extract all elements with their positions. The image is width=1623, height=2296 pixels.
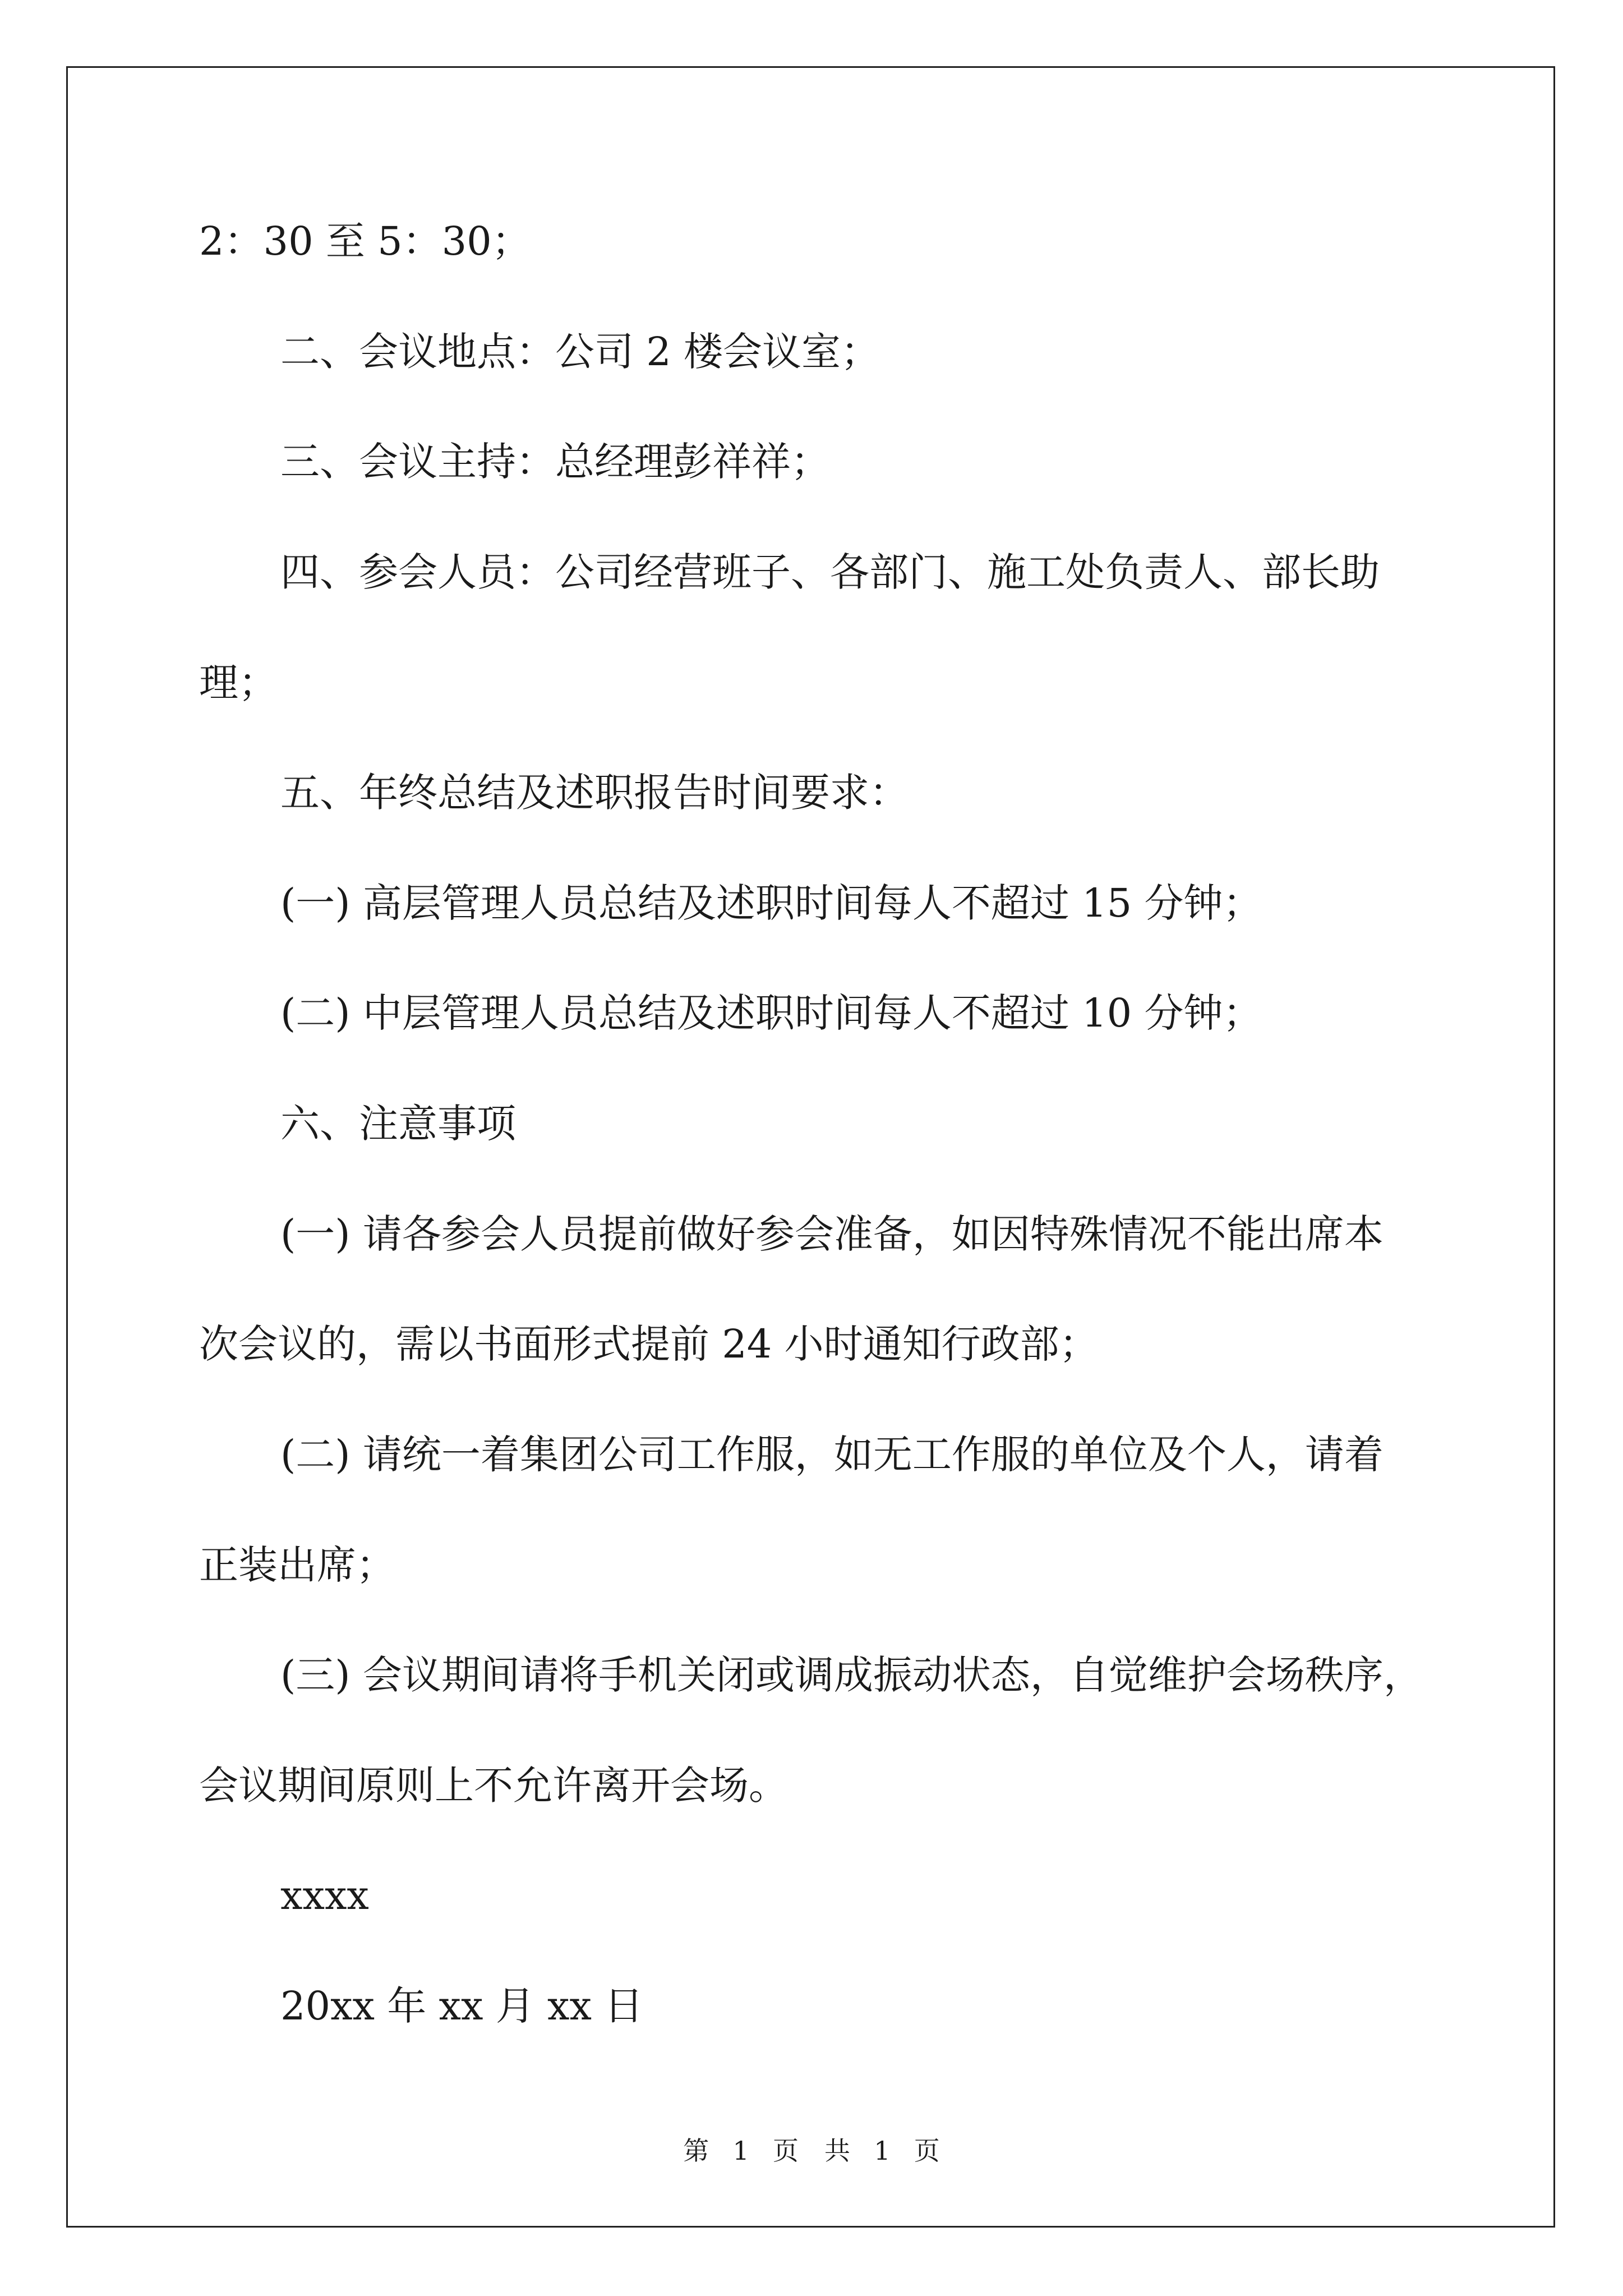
- text-line: 理；: [199, 660, 278, 706]
- page-number-footer: 第 1 页 共 1 页: [683, 2136, 940, 2166]
- text-line: 正装出席；: [199, 1542, 395, 1588]
- text-line: 2：30 至 5：30；: [199, 218, 531, 264]
- text-line: 会议期间原则上不允许离开会场。: [199, 1763, 788, 1809]
- signature-date: 20xx 年 xx 月 xx 日: [280, 1983, 644, 2029]
- text-line: (三) 会议期间请将手机关闭或调成振动状态，自觉维护会场秩序，: [280, 1652, 1423, 1698]
- text-line: (一) 高层管理人员总结及述职时间每人不超过 15 分钟；: [280, 880, 1262, 926]
- signature-org: xxxx: [280, 1872, 369, 1918]
- text-line: 二、会议地点：公司 2 楼会议室；: [280, 329, 880, 375]
- text-line: (一) 请各参会人员提前做好参会准备，如因特殊情况不能出席本: [280, 1211, 1384, 1257]
- text-line: 次会议的，需以书面形式提前 24 小时通知行政部；: [199, 1321, 1099, 1367]
- text-line: 五、年终总结及述职报告时间要求：: [280, 770, 909, 816]
- text-line: (二) 请统一着集团公司工作服，如无工作服的单位及个人，请着: [280, 1432, 1384, 1478]
- text-line: 三、会议主持：总经理彭祥祥；: [280, 439, 830, 485]
- text-line: 六、注意事项: [280, 1101, 516, 1147]
- text-line: (二) 中层管理人员总结及述职时间每人不超过 10 分钟；: [280, 990, 1262, 1036]
- text-line: 四、参会人员：公司经营班子、各部门、施工处负责人、部长助: [280, 549, 1380, 595]
